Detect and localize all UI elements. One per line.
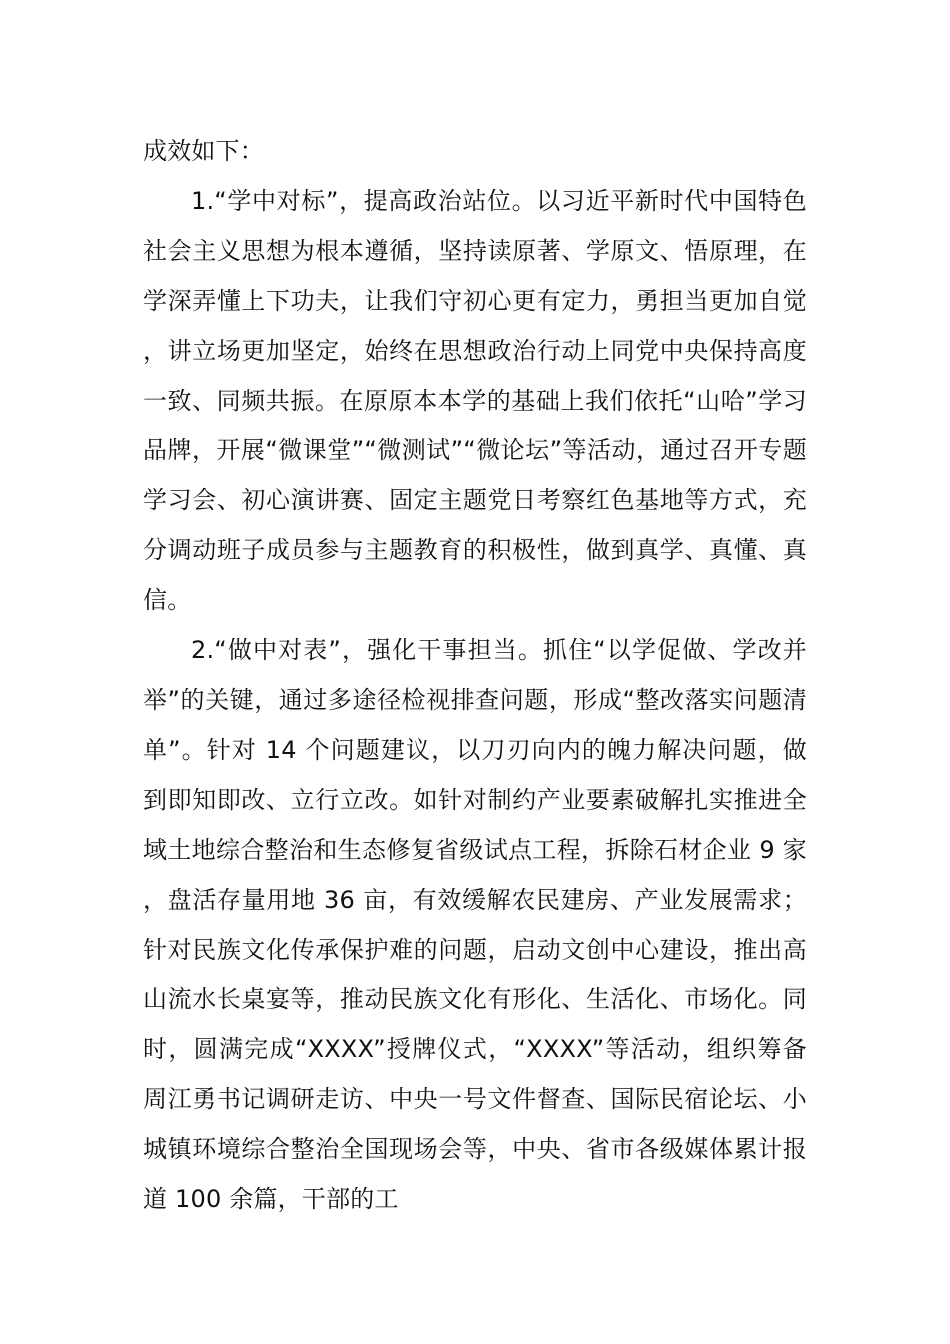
document-body bbox=[143, 127, 807, 1225]
paragraph-item-1: 1.“学中对标”，提高政治站位。以习近平新时代中国特色社会主义思想为根本遵循，坚持读原著、学原文、悟原理，在学深弄懂上下功夫，让我们守初心更有定力，勇担当更加自觉，讲立场更加坚定，始终在思想政治行动上同党中央保持高度一致、同频共振。在原原本本学的基础上我们依托“山哈”学习品牌，开展“微课堂”“微测试”“微论坛”等活动，通过召开专题学习会、初心演讲赛、固定主题党日考察红色基地等方式，充分调动班子成员参与主题教育的积极性，做到真学、真懂、真信。 bbox=[143, 186, 807, 615]
paragraph-intro: 成效如下： bbox=[143, 137, 264, 165]
paragraph-item-2: 2.“做中对表”，强化干事担当。抓住“以学促做、学改并举”的关键，通过多途径检视排查问题，形成“整改落实问题清单”。针对 14 个问题建议，以刀刃向内的魄力解决问题，做到即知即改、立行立改。如针对制约产业要素破解扎实推进全域土地综合整治和生态修复省级试点工程，拆除石材企业 9 家，盘活存量用地 36 亩，有效缓解农民建房、产业发展需求；针对民族文化传承保护难的问题，启动文创中心建设，推出高山流水长桌宴等，推动民族文化有形化、生活化、市场化。同时，圆满完成“XXXX”授牌仪式，“XXXX”等活动，组织筹备周江勇书记调研走访、中央一号文件督查、国际民宿论坛、小城镇环境综合整治全国现场会等，中央、省市各级媒体累计报道 100 余篇，干部的工 bbox=[143, 636, 807, 1214]
